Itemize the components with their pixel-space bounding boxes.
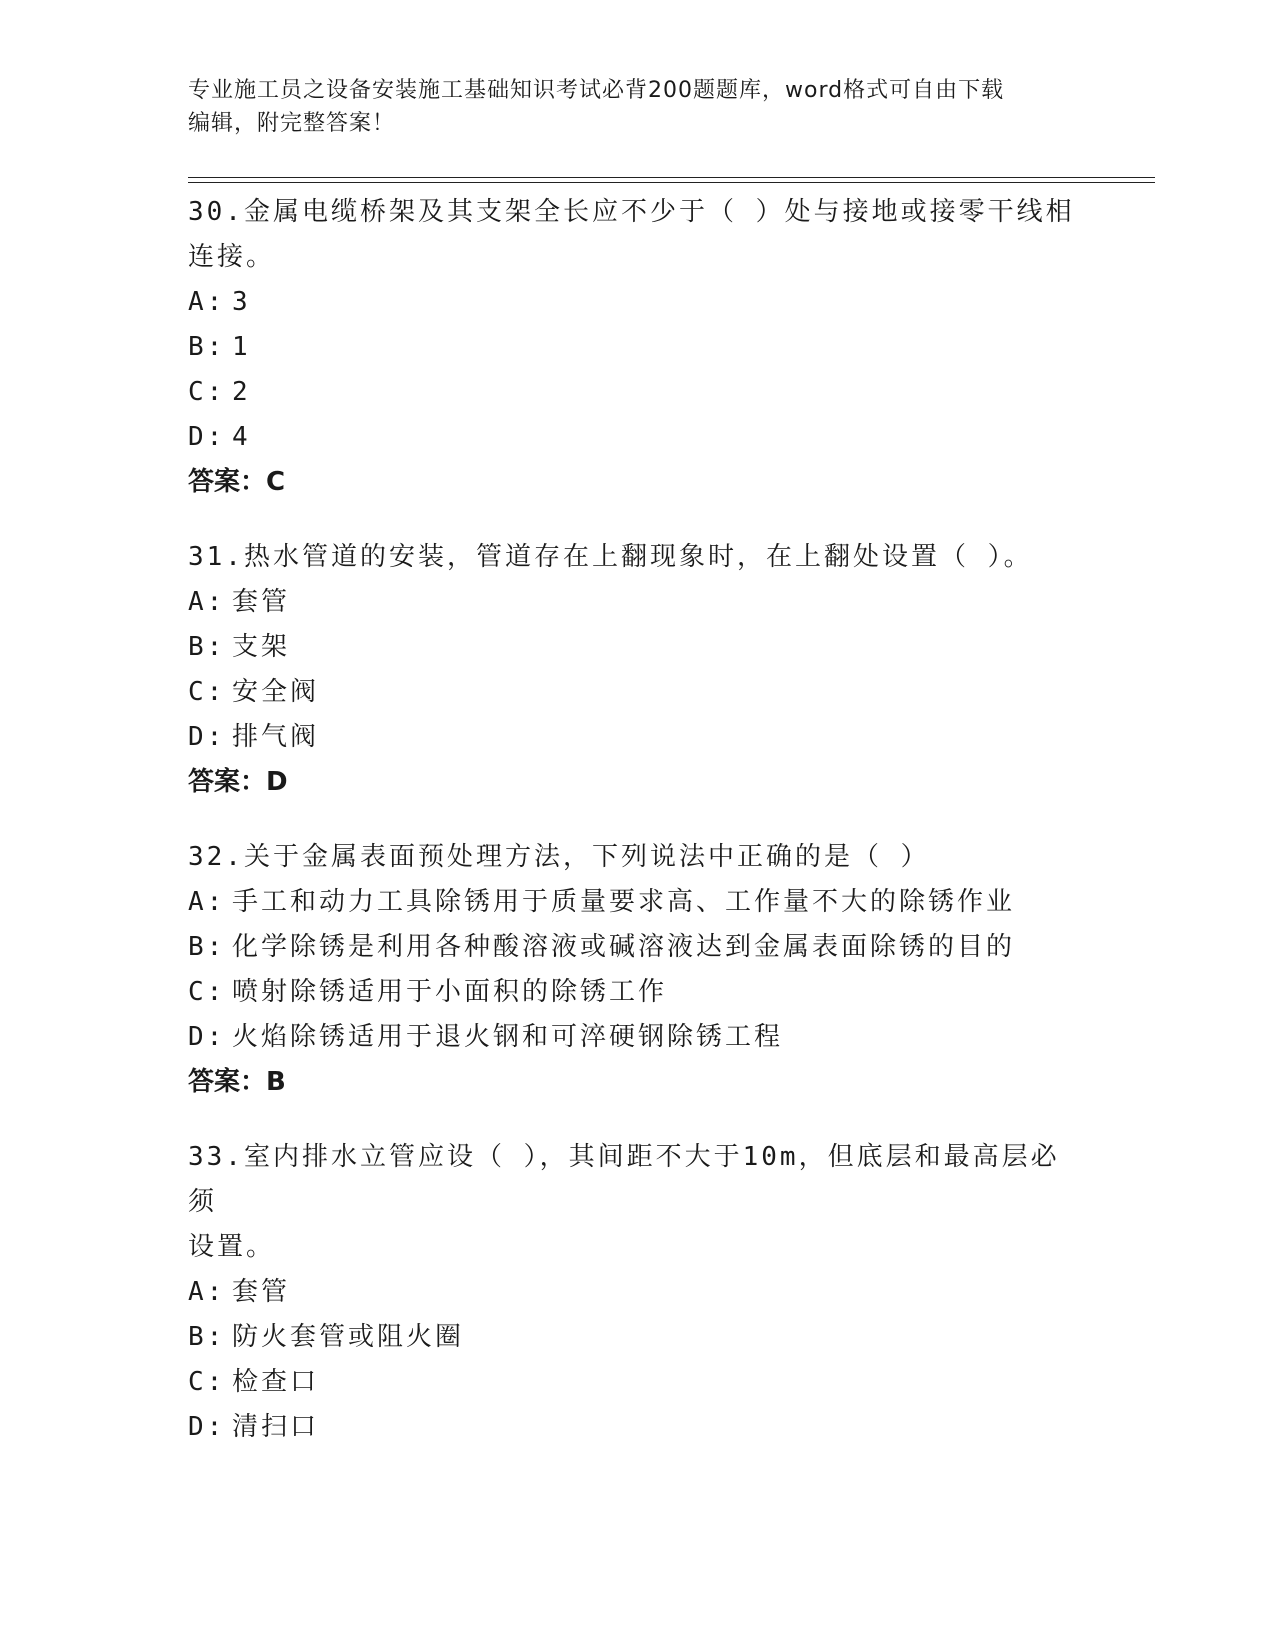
option-d xyxy=(188,1015,1088,1060)
option-label: B: xyxy=(188,632,226,662)
question-text: 30.金属电缆桥架及其支架全长应不少于（ ）处与接地或接零干线相 xyxy=(188,197,1075,227)
question-33 xyxy=(188,1135,1088,1450)
header-divider-bottom xyxy=(188,182,1155,183)
option-text: 1 xyxy=(232,332,251,362)
option-d xyxy=(188,1405,1088,1450)
option-text: 套管 xyxy=(232,1277,291,1307)
option-label: A: xyxy=(188,287,226,317)
header-line-2: 编辑，附完整答案！ xyxy=(188,111,396,136)
option-text: 3 xyxy=(232,287,251,317)
option-label: C: xyxy=(188,977,226,1007)
option-text: 4 xyxy=(232,422,251,452)
option-a xyxy=(188,880,1088,925)
option-label: D: xyxy=(188,422,226,452)
option-label: B: xyxy=(188,932,226,962)
question-text-continued: 设置。 xyxy=(188,1232,276,1262)
option-d xyxy=(188,415,1088,460)
option-c xyxy=(188,1360,1088,1405)
header-divider-top xyxy=(188,177,1155,178)
answer: 答案：D xyxy=(188,767,288,797)
option-a xyxy=(188,280,1088,325)
option-text: 火焰除锈适用于退火钢和可淬硬钢除锈工程 xyxy=(232,1022,784,1052)
option-c xyxy=(188,370,1088,415)
option-text: 检查口 xyxy=(232,1367,320,1397)
option-label: A: xyxy=(188,587,226,617)
question-text: 33.室内排水立管应设（ ），其间距不大于10m，但底层和最高层必须 xyxy=(188,1142,1060,1217)
option-label: C: xyxy=(188,677,226,707)
option-text: 喷射除锈适用于小面积的除锈工作 xyxy=(232,977,668,1007)
option-label: C: xyxy=(188,1367,226,1397)
option-b xyxy=(188,625,1088,670)
question-30 xyxy=(188,190,1088,505)
option-b xyxy=(188,325,1088,370)
option-text: 防火套管或阻火圈 xyxy=(232,1322,465,1352)
option-label: A: xyxy=(188,887,226,917)
option-a xyxy=(188,580,1088,625)
option-label: B: xyxy=(188,1322,226,1352)
option-text: 排气阀 xyxy=(232,722,320,752)
document-header xyxy=(188,74,1088,140)
option-label: D: xyxy=(188,1412,226,1442)
option-text: 套管 xyxy=(232,587,291,617)
option-a xyxy=(188,1270,1088,1315)
option-d xyxy=(188,715,1088,760)
question-text: 31.热水管道的安装，管道存在上翻现象时，在上翻处设置（ ）。 xyxy=(188,542,1033,572)
option-text: 手工和动力工具除锈用于质量要求高、工作量不大的除锈作业 xyxy=(232,887,1016,917)
option-text: 支架 xyxy=(232,632,291,662)
option-label: C: xyxy=(188,377,226,407)
option-text: 化学除锈是利用各种酸溶液或碱溶液达到金属表面除锈的目的 xyxy=(232,932,1016,962)
answer: 答案：C xyxy=(188,467,286,497)
option-label: D: xyxy=(188,1022,226,1052)
option-b xyxy=(188,1315,1088,1360)
option-text: 安全阀 xyxy=(232,677,320,707)
option-c xyxy=(188,970,1088,1015)
option-text: 清扫口 xyxy=(232,1412,320,1442)
question-text-continued: 连接。 xyxy=(188,242,276,272)
question-text: 32.关于金属表面预处理方法，下列说法中正确的是（ ） xyxy=(188,842,930,872)
question-list xyxy=(188,190,1088,1480)
question-31 xyxy=(188,535,1088,805)
option-label: B: xyxy=(188,332,226,362)
option-b xyxy=(188,925,1088,970)
option-text: 2 xyxy=(232,377,251,407)
answer: 答案：B xyxy=(188,1067,286,1097)
option-label: A: xyxy=(188,1277,226,1307)
header-line-1: 专业施工员之设备安装施工基础知识考试必背200题题库，word格式可自由下载 xyxy=(188,78,1005,103)
option-label: D: xyxy=(188,722,226,752)
option-c xyxy=(188,670,1088,715)
question-32 xyxy=(188,835,1088,1105)
